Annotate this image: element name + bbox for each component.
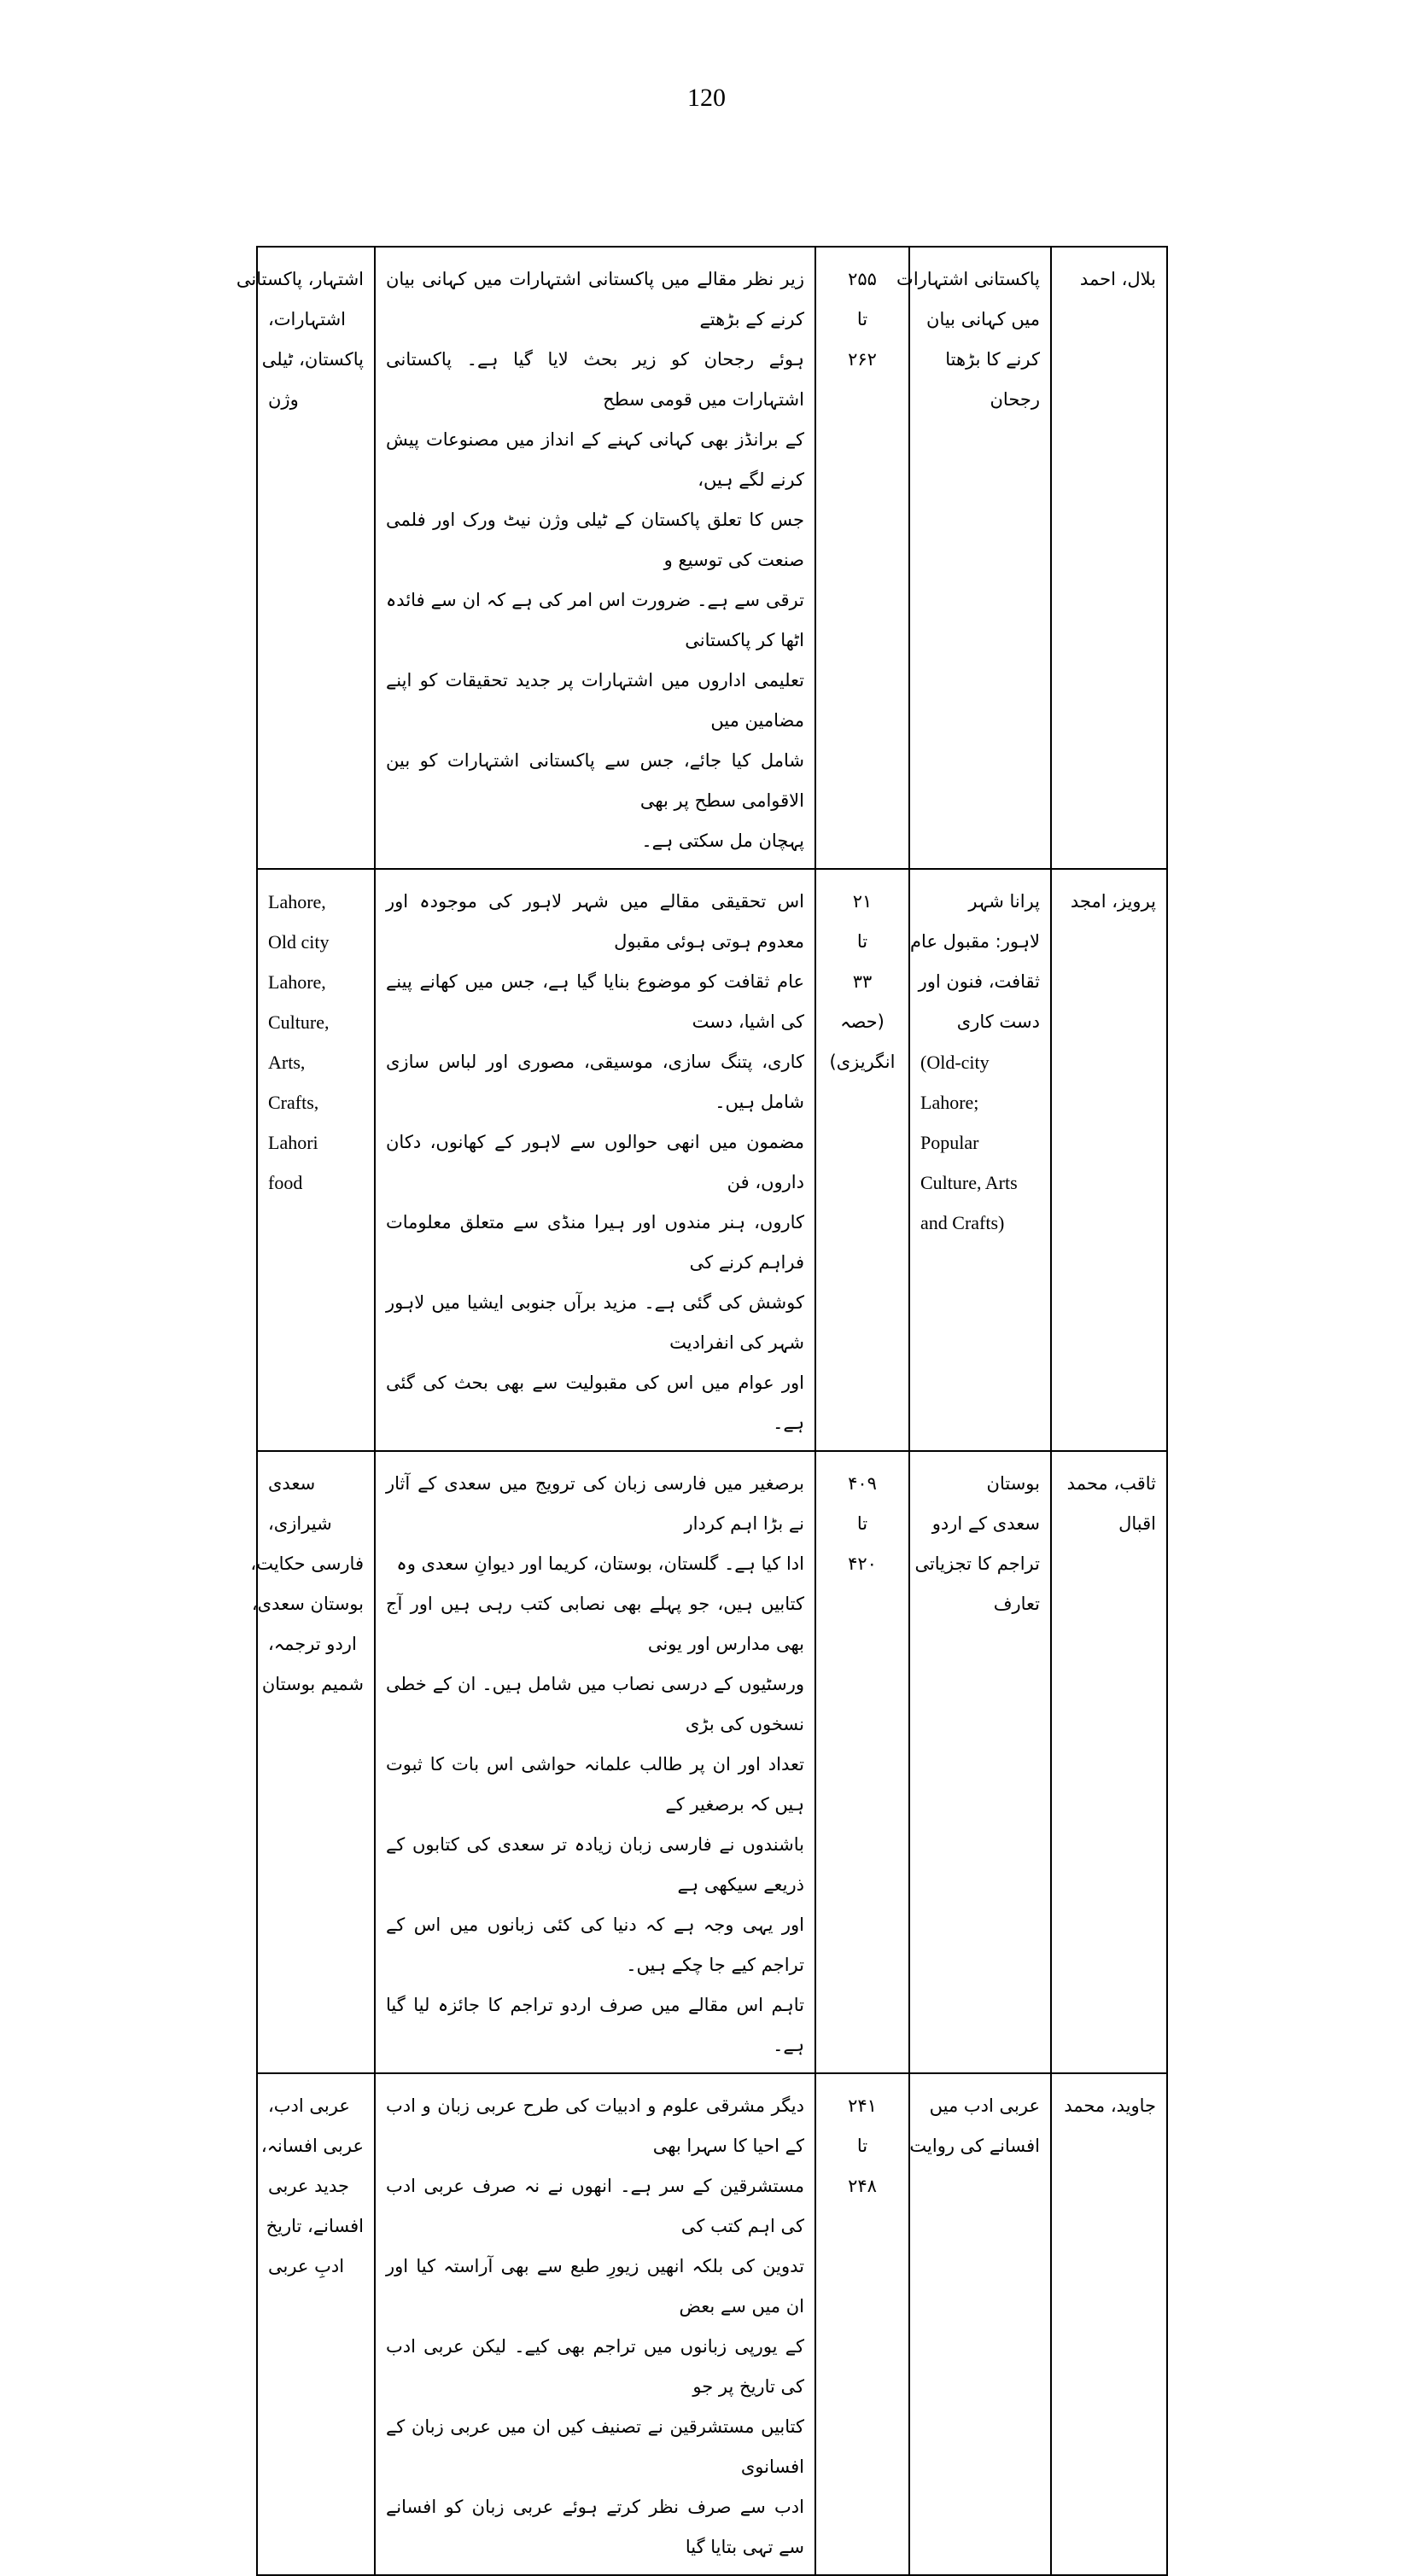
keyword: عربی افسانہ، [260,2136,364,2156]
abstract-line: تاہم اس مقالے میں صرف اردو تراجم کا جائزہ لیا گیا ہے۔ [386,1995,804,2055]
title-cell [909,1451,1051,2073]
page-range: ۴۲۰ [848,1553,877,1574]
article-title-english: Lahore; [920,1092,979,1113]
article-title: پاکستانی اشتہارات [896,269,1040,289]
abstract-line: کتابیں ہیں، جو پہلے بھی نصابی کتب رہی ہیں اور آج بھی مدارس اور یونی [386,1594,804,1654]
abstract-line: تدوین کی بلکہ انھیں زیورِ طبع سے بھی آراستہ کیا اور ان میں سے بعض [386,2256,804,2317]
page-range: تا [856,1513,868,1534]
abstract-line: مستشرقین کے سر ہے۔ انھوں نے نہ صرف عربی ادب کی اہم کتب کی [386,2176,804,2236]
article-title-english: (Old-city [920,1052,990,1073]
keyword-english: food [268,1172,303,1193]
abstract-line: ترقی سے ہے۔ ضرورت اس امر کی ہے کہ ان سے فائدہ اٹھا کر پاکستانی [386,590,804,650]
keyword-english: Culture, [268,1011,330,1033]
article-title-english: Popular [920,1132,979,1153]
keyword-english: Lahori [268,1132,318,1153]
page-range: ۴۰۹ [848,1473,877,1494]
keywords-cell [250,1451,375,2073]
bibliography-table [236,246,1168,2576]
abstract-line: کوشش کی گئی ہے۔ مزید برآں جنوبی ایشیا میں لاہور شہر کی انفرادیت [386,1292,804,1353]
abstract-line: مضمون میں انھی حوالوں سے لاہور کے کھانوں، دکان داروں، فن [386,1132,804,1192]
author-name: اقبال [1118,1513,1156,1534]
pages-cell [815,2073,909,2575]
keyword-english: Lahore, [268,891,326,912]
keyword: اردو ترجمہ، [268,1634,357,1654]
abstract-line: ادا کیا ہے۔ گلستان، بوستان، کریما اور دیوانِ سعدی وہ [396,1553,804,1574]
article-title: ثقافت، فنون اور [918,971,1040,992]
table-body [236,247,1167,2575]
abstract-line: کے برانڈز بھی کہانی کہنے کے انداز میں مصنوعات پیش کرنے لگے ہیں، [386,429,804,490]
page-range: (حصہ [840,1011,885,1032]
page-range: انگریزی) [829,1052,896,1072]
pages-cell [815,869,909,1451]
keyword: وژن [268,389,299,410]
author-cell [1051,247,1167,869]
abstract-cell [375,869,815,1451]
title-cell [909,869,1051,1451]
abstract-line: اور یہی وجہ ہے کہ دنیا کی کئی زبانوں میں اس کے تراجم کیے جا چکے ہیں۔ [386,1915,804,1975]
abstract-line: ادب سے صرف نظر کرتے ہوئے عربی زبان کو افسانے سے تہی بتایا گیا [386,2497,804,2557]
abstract-line: باشندوں نے فارسی زبان زیادہ تر سعدی کی کتابوں کے ذریعے سیکھی ہے [386,1834,804,1895]
keyword: عربی ادب، [268,2095,350,2116]
article-title: پرانا شہر [968,891,1040,912]
keyword: سعدی [268,1473,316,1494]
keyword-english: Old city [268,931,330,953]
article-title: تعارف [993,1594,1040,1614]
author-cell [1051,1451,1167,2073]
page-range: ۲۵۵ [848,269,877,289]
keyword: فارسی حکایت، [250,1553,364,1574]
abstract-line: پہچان مل سکتی ہے۔ [641,830,804,851]
abstract-line: جس کا تعلق پاکستان کے ٹیلی وژن نیٹ ورک اور فلمی صنعت کی توسیع و [386,510,804,570]
abstract-line: کاروں، ہنر مندوں اور ہیرا منڈی سے متعلق معلومات فراہم کرنے کی [386,1212,804,1273]
article-title-english: and Crafts) [920,1212,1005,1233]
page-range: ۳۳ [852,971,873,992]
keyword-english: Lahore, [268,971,326,993]
pages-cell [815,247,909,869]
table-row [257,2073,1167,2575]
title-cell [896,247,1051,869]
author-cell [1051,2073,1167,2575]
keyword: شمیم بوستان [261,1674,364,1694]
abstract-line: زیر نظر مقالے میں پاکستانی اشتہارات میں کہانی بیان کرنے کے بڑھتے [386,269,804,329]
table-row [257,1451,1167,2073]
page-range: تا [856,2136,868,2156]
abstract-cell [375,1451,815,2073]
pages-cell [815,1451,909,2073]
keyword: جدید عربی [268,2176,350,2196]
keyword: ادبِ عربی [268,2256,345,2276]
author-cell [1051,869,1167,1451]
article-title: میں کہانی بیان [926,309,1040,329]
page-range: ۲۴۸ [848,2176,877,2196]
article-title: رجحان [990,389,1040,410]
title-cell [909,2073,1051,2575]
keyword: بوستان سعدی، [251,1594,364,1614]
keywords-cell [257,869,375,1451]
abstract-cell [375,247,815,869]
article-title-english: Culture, Arts [920,1172,1018,1193]
article-title: لاہور: مقبول عام [910,931,1040,952]
author-name: بلال، احمد [1079,269,1156,289]
table-row [257,869,1167,1451]
article-title: بوستان [986,1473,1040,1494]
article-title: دست کاری [956,1011,1040,1032]
abstract-line: عام ثقافت کو موضوع بنایا گیا ہے، جس میں کھانے پینے کی اشیا، دست [386,971,804,1032]
article-title: افسانے کی روایت [909,2136,1040,2156]
page-range: ۲۴۱ [848,2095,877,2116]
abstract-line: کتابیں مستشرقین نے تصنیف کیں ان میں عربی زبان کے افسانوی [386,2416,804,2477]
page-range: تا [856,309,868,329]
keywords-cell [257,2073,375,2575]
keyword: اشتہارات، [268,309,346,329]
author-name: ثاقب، محمد [1066,1473,1156,1494]
page-range: ۲۶۲ [848,349,877,370]
article-title: تراجم کا تجزیاتی [914,1553,1040,1574]
keyword-english: Arts, [268,1052,306,1073]
keyword: افسانے، تاریخ [266,2216,364,2236]
keyword-english: Crafts, [268,1092,319,1113]
abstract-line: اور عوام میں اس کی مقبولیت سے بھی بحث کی گئی ہے۔ [386,1373,804,1433]
author-name: جاوید، محمد [1064,2095,1156,2116]
keyword: اشتہار، پاکستانی [236,269,364,289]
abstract-line: برصغیر میں فارسی زبان کی ترویج میں سعدی کے آثار نے بڑا اہم کردار [386,1473,804,1534]
abstract-line: کے یورپی زبانوں میں تراجم بھی کیے۔ لیکن عربی ادب کی تاریخ پر جو [386,2336,804,2397]
abstract-line: تعلیمی اداروں میں اشتہارات پر جدید تحقیقات کو اپنے مضامین میں [386,670,804,731]
abstract-line: دیگر مشرقی علوم و ادبیات کی طرح عربی زبان و ادب کے احیا کا سہرا بھی [386,2095,804,2156]
abstract-line: تعداد اور ان پر طالب علمانہ حواشی اس بات کا ثبوت ہیں کہ برصغیر کے [386,1754,804,1815]
abstract-line: کاری، پتنگ سازی، موسیقی، مصوری اور لباس سازی شامل ہیں۔ [386,1052,804,1112]
keyword: پاکستان، ٹیلی [261,349,364,370]
keywords-cell [236,247,375,869]
abstract-line: ہوئے رجحان کو زیر بحث لایا گیا ہے۔ پاکستانی اشتہارات میں قومی سطح [386,349,804,410]
table-row [257,247,1167,869]
page-range: تا [856,931,868,952]
abstract-line: اس تحقیقی مقالے میں شہر لاہور کی موجودہ اور معدوم ہوتی ہوئی مقبول [386,891,804,952]
page-number: 120 [687,84,726,112]
author-name: پرویز، امجد [1070,891,1156,912]
keyword: شیرازی، [268,1513,332,1534]
article-title: کرنے کا بڑھتا [945,349,1040,370]
abstract-line: شامل کیا جائے، جس سے پاکستانی اشتہارات کو بین الاقوامی سطح پر بھی [386,750,804,811]
page-range: ۲۱ [852,891,873,912]
article-title: سعدی کے اردو [931,1513,1040,1534]
abstract-line: ورسٹیوں کے درسی نصاب میں شامل ہیں۔ ان کے خطی نسخوں کی بڑی [386,1674,804,1734]
article-title: عربی ادب میں [929,2095,1040,2116]
abstract-cell [375,2073,815,2575]
